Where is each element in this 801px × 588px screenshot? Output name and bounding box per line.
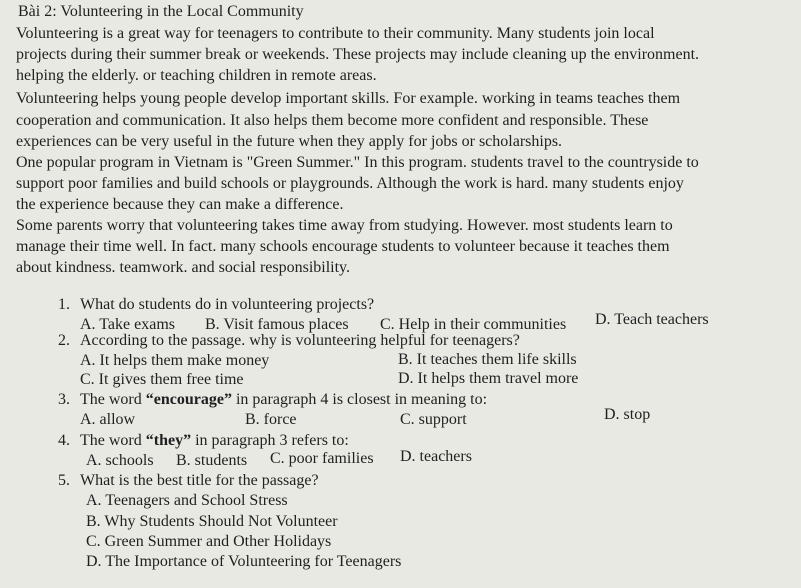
question-keyword: “encourage”	[145, 391, 232, 408]
passage-line: experiences can be very useful in the future when they apply for jobs or scholarships.	[16, 133, 563, 150]
question-number: 2.	[58, 332, 70, 349]
passage-line: Some parents worry that volunteering takes time away from studying. However. most students learn to	[16, 217, 673, 234]
passage-line: helping the elderly. or teaching children in remote areas.	[16, 67, 377, 84]
answer-option: A. allow	[80, 411, 136, 428]
answer-option: D. stop	[604, 406, 651, 423]
answer-option: C. Help in their communities	[380, 316, 567, 333]
question-number: 3.	[58, 391, 70, 408]
answer-option: A. It helps them make money	[80, 352, 270, 369]
passage-line: the experience because they can make a difference.	[16, 196, 344, 213]
answer-option: B. Visit famous places	[205, 316, 349, 333]
question-text: What is the best title for the passage?	[80, 472, 319, 489]
question-text: The word “encourage” in paragraph 4 is closest in meaning to:	[80, 391, 488, 408]
question-text: What do students do in volunteering projects?	[80, 296, 375, 313]
question-number: 4.	[58, 432, 70, 449]
passage-line: cooperation and communication. It also helps them become more confident and responsible. These	[16, 112, 649, 129]
answer-option: C. Green Summer and Other Holidays	[86, 533, 332, 550]
answer-option: B. students	[176, 452, 248, 469]
answer-option: A. Teenagers and School Stress	[86, 492, 288, 509]
passage-line: about kindness. teamwork. and social responsibility.	[16, 259, 351, 276]
answer-option: C. poor families	[270, 450, 374, 467]
passage-line: support poor families and build schools or playgrounds. Although the work is hard. many students enjoy	[16, 175, 684, 192]
answer-option: C. It gives them free time	[80, 371, 244, 388]
passage-line: projects during their summer break or weekends. These projects may include cleaning up the environment.	[16, 46, 700, 63]
answer-option: C. support	[400, 411, 467, 428]
question-keyword: “they”	[145, 432, 192, 449]
answer-option: A. schools	[86, 452, 154, 469]
passage-line: One popular program in Vietnam is "Green Summer." In this program. students travel to the countryside to	[16, 154, 699, 171]
question-number: 5.	[58, 472, 70, 489]
answer-option: A. Take exams	[80, 316, 175, 333]
answer-option: D. Teach teachers	[595, 311, 709, 328]
passage-line: Volunteering helps young people develop important skills. For example. working in teams teaches them	[16, 90, 681, 107]
answer-option: D. teachers	[400, 448, 472, 465]
passage-line: Volunteering is a great way for teenagers to contribute to their community. Many students join local	[16, 25, 655, 42]
question-text: The word “they” in paragraph 3 refers to:	[80, 432, 349, 449]
answer-option: D. The Importance of Volunteering for Teenagers	[86, 553, 402, 570]
question-number: 1.	[58, 296, 70, 313]
exercise-title: Bài 2: Volunteering in the Local Community	[18, 3, 304, 20]
answer-option: B. force	[245, 411, 297, 428]
answer-option: B. It teaches them life skills	[398, 351, 577, 368]
passage-line: manage their time well. In fact. many schools encourage students to volunteer because it teaches them	[16, 238, 670, 255]
answer-option: B. Why Students Should Not Volunteer	[86, 513, 338, 530]
answer-option: D. It helps them travel more	[398, 370, 579, 387]
question-text: According to the passage. why is volunteering helpful for teenagers?	[80, 332, 520, 349]
